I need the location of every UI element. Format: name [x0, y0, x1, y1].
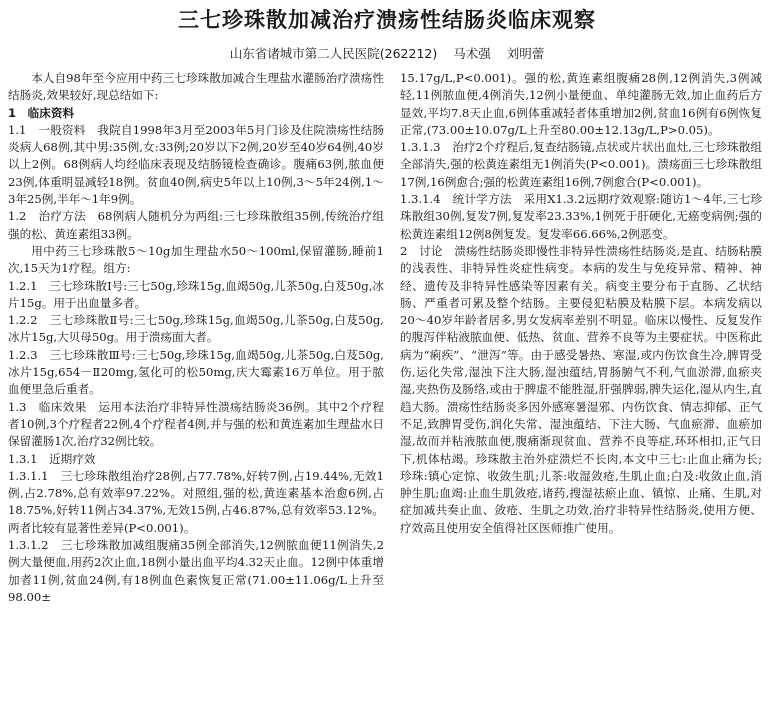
- discussion-paragraph: 2 讨论 溃疡性结肠炎即慢性非特异性溃疡性结肠炎,是直、结肠粘膜的浅表性、非特异性炎症性病变。本病的发生与免疫异常、精神、神经、遗传及非特异性感染等因素有关。病变主要分布于直肠、乙状结肠、严重者可累及整个结肠。主要侵犯粘膜及粘膜下层。本病发病以20～40岁年龄者居多,男女发病率差别不明显。临床以慢性、反复发作的腹泻伴粘液脓血便、低热、贫血、营养不良等为主要症状。中医称此病为“痢疾”、“泄泻”等。由于感受暑热、寒湿,或内伤饮食生冷,脾胃受伤,运化失常,湿浊下注大肠,湿浊蕴结,胃肠腑气不利,气血淤滞,血瘀夹湿,夹热伤及肠络,或由于脾虚不能胜湿,肝强脾弱,脾失运化,湿从内生,直趋大肠。溃疡性结肠炎多因外感寒暑湿邪、内伤饮食、情志抑郁、正气不足,致脾胃受伤,润化失常、湿浊蕴结、下注大肠、气血瘀滞、血瘀加湿,故而并粘液脓血便,腹痛渐现贫血、营养不良等症,环环相扣,正气日下,机体枯竭。珍珠散主治外症溃烂不长肉,本文中三七:止血止痛为长;珍珠:镇心定惊、收敛生肌;儿茶:收湿敛疮,生肌止血;白及:收敛止血,消肿生肌;血竭:止血生肌敛疮,诸药,搜湿祛瘀止血、镇惊、止痛、生肌,对症加减共奏止血、敛疮、生肌之功效,治疗非特异性结肠炎,使用方便、疗效高且使用安全值得社区医师推广使用。: [400, 243, 762, 535]
- subsection-heading: 1.3.1 近期疗效: [8, 451, 96, 466]
- paragraph: 1.3.1.4 统计学方法 采用X1.3.2远期疗效观察:随访1～4年,三七珍珠散组30例,复发7例,复发率23.33%,1例死于肝硬化,无癌变病例;强的松黄连素组12例8例复发。复发率66.66%,2例恶变。: [400, 192, 762, 241]
- paragraph: 用中药三七珍珠散5～10g加生理盐水50～100ml,保留灌肠,睡前1次,15天为1疗程。组方:: [8, 243, 384, 276]
- section-heading: 1 临床资料: [8, 105, 75, 120]
- paragraph: 1.2.1 三七珍珠散Ⅰ号:三七50g,珍珠15g,血竭50g,儿茶50g,白芨50g,冰片15g。用于出血量多者。: [8, 278, 384, 310]
- intro-paragraph: 本人自98年至今应用中药三七珍珠散加减合生理盐水灌肠治疗溃疡性结肠炎,效果较好,现总结如下:: [8, 71, 384, 103]
- paragraph: 1.2.2 三七珍珠散Ⅱ号:三七50g,珍珠15g,血竭50g,儿茶50g,白芨50g,冰片15g,大贝母50g。用于溃疡面大者。: [8, 313, 384, 345]
- right-column: [400, 70, 762, 537]
- paragraph: 1.3.1.2 三七珍珠散加减组腹痛35例全部消失,12例脓血便11例消失,2例大量便血,用药2次止血,18例小量出血平均4.32天止血。12例中体重增加者11例,贫血24例,有18例血色素恢复正常(71.00±11.06g/L上升至98.00±: [8, 538, 384, 604]
- author-name: 刘明蕾: [506, 46, 545, 61]
- author-line: [0, 44, 774, 62]
- left-column: [8, 70, 384, 606]
- paragraph: 1.3.1.1 三七珍珠散组治疗28例,占77.78%,好转7例,占19.44%,无效1例,占2.78%,总有效率97.22%。对照组,强的松,黄连素基本治愈6例,占18.75%,好转11例占34.37%,无效15例,占46.87%,总有效率53.12%。两者比较有显著性差异(P<0.001)。: [8, 468, 384, 535]
- author-name: 马术强: [453, 46, 491, 61]
- paragraph: 1.3.1.3 治疗2个疗程后,复查结肠镜,点状或片状出血灶,三七珍珠散组全部消失,强的松黄连素组无1例消失(P<0.001)。溃疡面三七珍珠散组17例,16例愈合;强的松黄连素组16例,7例愈合(P<0.001)。: [400, 140, 762, 189]
- paragraph: 1.1 一般资料 我院自1998年3月至2003年5月门诊及住院溃疡性结肠炎病人68例,其中男:35例,女:33例;20岁以下2例,20岁至40岁64例,40岁以上2例。68例病人均经临床表现及结肠镜检查确诊。腹痛63例,脓血便23例,体重明显减轻18例。贫血40例,病史5年以上10例,3～5年24例,1～3年25例,半年～1年9例。: [8, 122, 384, 207]
- paper-title: 三七珍珠散加减治疗溃疡性结肠炎临床观察: [178, 8, 596, 32]
- affiliation: 山东省诸城市第二人民医院(262212): [229, 46, 438, 61]
- paragraph: 1.2 治疗方法 68例病人随机分为两组:三七珍珠散组35例,传统治疗组强的松、黄连素组33例。: [8, 209, 384, 241]
- paragraph: 15.17g/L,P<0.001)。强的松,黄连素组腹痛28例,12例消失,3例减轻,11例脓血便,4例消失,12例小量便血、单纯灌肠无效,加止血药后方显效,平均7.8天止血,6例体重减轻者体重增加2例,贫血16例有6例恢复正常,(73.00±10.07g/L上升至80.00±12.13g/L,P>0.05)。: [400, 71, 762, 137]
- paragraph: 1.3 临床效果 运用本法治疗非特异性溃疡结肠炎36例。其中2个疗程者10例,3个疗程者22例,4个疗程者4例,并与强的松和黄连素加生理盐水日保留灌肠1次,治疗32例比较。: [8, 399, 384, 449]
- paragraph: 1.2.3 三七珍珠散Ⅲ号:三七50g,珍珠15g,血竭50g,儿茶50g,白芨50g,冰片15g,654－Ⅱ20mg,氢化可的松50mg,庆大霉素16万单位。用于脓血便里急后重者。: [8, 347, 384, 397]
